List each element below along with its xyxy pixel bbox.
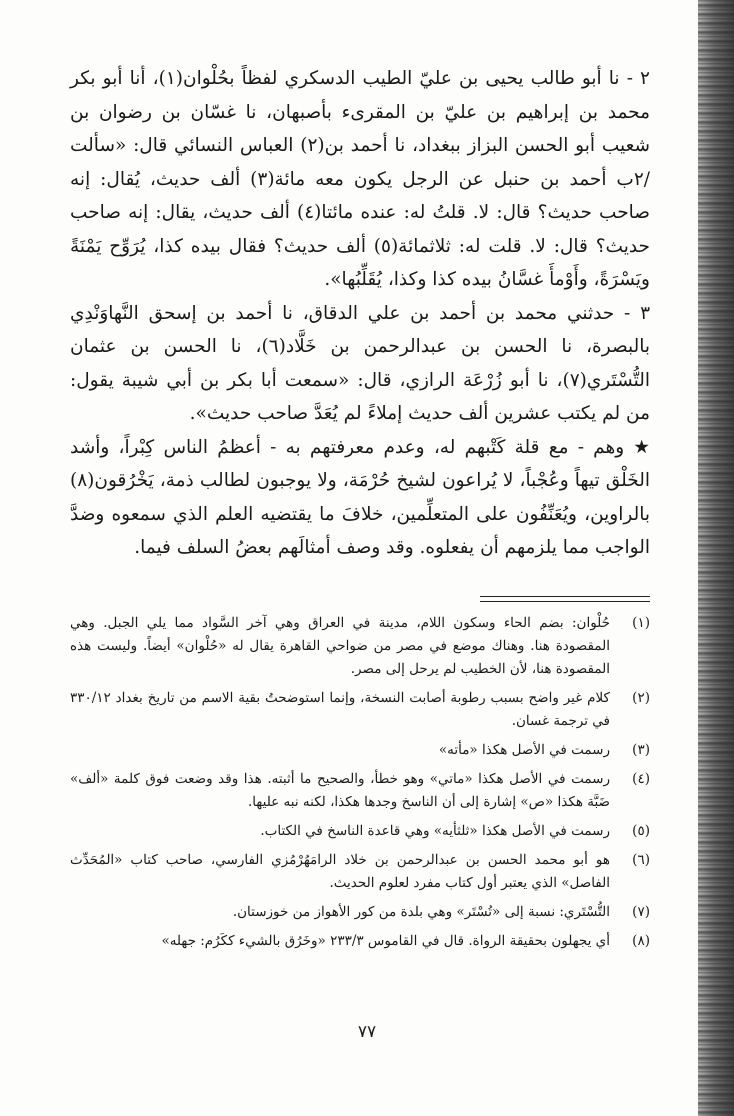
footnote-number: (٦) xyxy=(632,852,650,868)
footnote-number: (٣) xyxy=(632,742,650,758)
footnote-text: التُّسْتَري: نسبة إلى «تُسْتَر» وهي بلدة من كور الأهواز من خوزستان. xyxy=(232,904,610,920)
footnote-text: كلام غير واضح بسبب رطوبة أصابت النسخة، وإنما استوضحتُ بقية الاسم من تاريخ بغداد ٣٣٠/١٢ في ترجمة غسان. xyxy=(70,690,610,729)
footnote xyxy=(70,930,650,953)
footnote-text: هو أبو محمد الحسن بن عبدالرحمن بن خلاد الرامَهُرْمُزي الفارسي، صاحب كتاب «المُحَدِّث الفاصل» الذي يعتبر أول كتاب مفرد لعلوم الحديث. xyxy=(70,852,610,891)
paragraph-4: ★ وهم - مع قلة كَتْبهم له، وعدم معرفتهم به - أعظمُ الناس كِبْراً، وأشد الخَلْق تيهاً وعُجْباً، لا يُراعون لشيخ حُرْمَة، ولا يوجبون لطالب ذمة، يَخْرُقون(٨) بالراوين، ويُعَنِّفُون على المتعلِّمين، خلافَ ما يقتضيه العلم الذي سمعوه وضدَّ الواجب مما يلزمهم أن يفعلوه. وقد وصف أمثالَهم بعضُ السلف فيما. xyxy=(70,436,650,558)
footnote-number: (٢) xyxy=(632,690,650,706)
footnote-divider xyxy=(480,596,650,597)
footnote xyxy=(70,901,650,924)
footnote-text: حُلْوان: بضم الحاء وسكون اللام، مدينة في العراق وهي آخر السَّواد مما يلي الجبل. وهي المقصودة هنا. وهناك موضع في مصر من ضواحي القاهرة يقال له «حُلْوان» أيضاً. وليست هذه المقصودة هنا، لأن الخطيب لم يرحل إلى مصر. xyxy=(70,615,610,677)
paragraph-3: ٣ - حدثني محمد بن أحمد بن علي الدقاق، نا أحمد بن إسحق النَّهاوَنْدِي بالبصرة، نا الحسن بن عبدالرحمن بن خَلَّاد(٦)، نا الحسن بن عثمان التُّسْتَري(٧)، نا أبو زُرْعَة الرازي، قال: «سمعت أبا بكر بن أبي شيبة يقول: من لم يكتب عشرين ألف حديث إملاءً لم يُعَدَّ صاحب حديث». xyxy=(70,302,651,424)
footnote xyxy=(70,687,650,733)
paragraph-2: ٢ - نا أبو طالب يحيى بن عليّ الطيب الدسكري لفظاً بحُلْوان(١)، أنا أبو بكر محمد بن إبراهيم بن عليّ بن المقرىء بأصبهان، نا غسّان بن رضوان بن شعيب أبو الحسن البزاز ببغداد، نا أحمد بن(٢) العباس النسائي قال: «سألت /٢ب أحمد بن حنبل عن الرجل يكون معه مائة(٣) ألف حديث، يُقال: إنه صاحب حديث؟ قال: لا. قلتُ له: عنده مائتا(٤) ألف حديث، يقال: إنه صاحب حديث؟ قال: لا. قلت له: ثلاثمائة(٥) ألف حديث؟ فقال بيده كذا، يُرَوِّح يَمْنَةً ويَسْرَةً، وأَوْمأَ غسَّانُ بيده كذا وكذا، يُقَلِّبُها». xyxy=(70,68,651,290)
footnote-text: رسمت في الأصل هكذا «مأته» xyxy=(438,742,610,758)
footnote-text: أي يجهلون بحقيقة الرواة. قال في القاموس ٢٣٣/٣ «وخَرُق بالشيء ككَرُم: جهله» xyxy=(161,933,610,949)
main-text xyxy=(70,62,650,565)
footnote-number: (٤) xyxy=(632,771,650,787)
footnote-text: رسمت في الأصل هكذا «ماتي» وهو خطأ، والصحيح ما أثبته. هذا وقد وضعت فوق كلمة «ألف» ضَبَّة هكذا «ص» إشارة إلى أن الناسخ وجدها هكذا، لكنه نبه عليها. xyxy=(70,771,610,810)
footnote-number: (٥) xyxy=(632,823,650,839)
footnote-text: رسمت في الأصل هكذا «ثلثأيه» وهي قاعدة الناسخ في الكتاب. xyxy=(260,823,610,839)
footnote-divider-second xyxy=(480,601,650,602)
footnote-number: (١) xyxy=(632,615,650,631)
footnote xyxy=(70,849,650,895)
footnote xyxy=(70,820,650,843)
page-edge-shadow xyxy=(698,0,734,1116)
footnote xyxy=(70,739,650,762)
footnote-number: (٨) xyxy=(632,933,650,949)
footnote xyxy=(70,612,650,681)
footnote-number: (٧) xyxy=(632,904,650,920)
footnote xyxy=(70,768,650,814)
footnotes xyxy=(70,612,650,959)
page-number: ٧٧ xyxy=(357,1022,377,1042)
